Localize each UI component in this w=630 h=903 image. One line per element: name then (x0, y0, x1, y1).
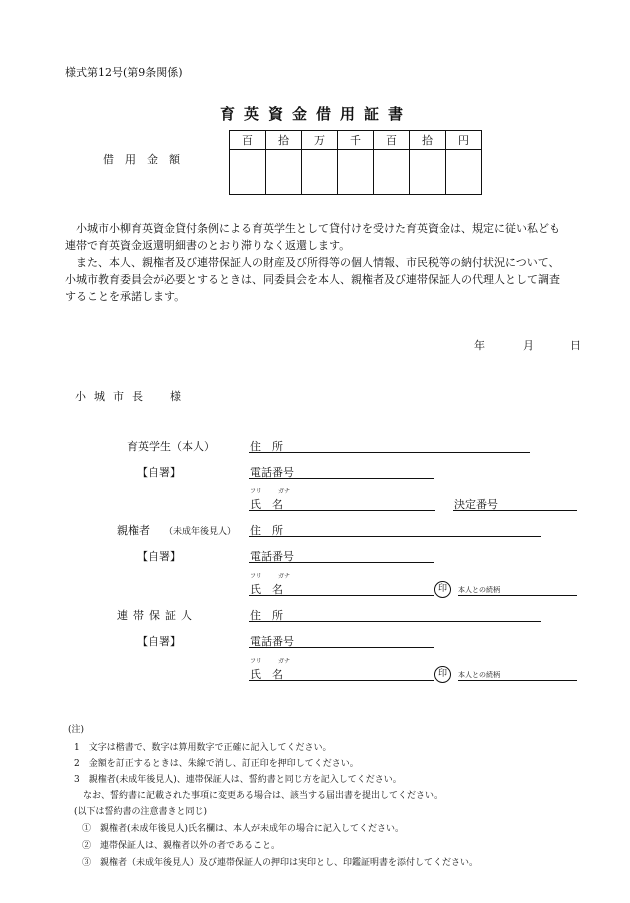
student-phone-field[interactable] (249, 478, 434, 479)
student-jisho-label: 【自署】 (137, 466, 181, 479)
guardian-relation-label: 本人との続柄 (458, 586, 500, 594)
student-address-field[interactable] (249, 452, 530, 453)
loan-amount-label: 借用金額 (103, 153, 191, 166)
student-furigana-label: ガナ (278, 488, 291, 495)
guardian-role-note: （未成年後見人） (164, 527, 237, 537)
decision-number-label: 決定番号 (454, 498, 498, 511)
guarantor-address-label: 住 所 (250, 609, 283, 622)
amount-table (229, 130, 482, 195)
guarantor-relation-field[interactable] (458, 680, 577, 681)
document-title: 育英資金借用証書 (220, 105, 413, 123)
amount-col-header: 万 (302, 131, 338, 150)
amount-digit-field[interactable] (230, 150, 266, 195)
amount-col-header: 百 (230, 131, 266, 150)
note-item: ② 連帯保証人は、親権者以外の者であること。 (82, 841, 281, 851)
statement-paragraph-1: 小城市小柳育英資金貸付条例による育英学生として貸付けを受けた育英資金は、規定に従い私ども連帯で育英資金返還明細書のとおり滞りなく返還します。 (65, 222, 560, 252)
student-role-label: 育英学生（本人） (127, 440, 215, 453)
statement-paragraph-2: また、本人、親権者及び連帯保証人の財産及び所得等の個人情報、市民税等の納付状況について、小城市教育委員会が必要とするときは、同委員会を本人、親権者及び連帯保証人の代理人として調査することを承諾します。 (65, 256, 560, 303)
amount-digit-field[interactable] (338, 150, 374, 195)
guardian-phone-field[interactable] (249, 562, 434, 563)
guardian-name-field[interactable] (249, 595, 434, 596)
guardian-relation-field[interactable] (458, 595, 577, 596)
note-item: 3 親権者(未成年後見人)、連帯保証人は、誓約書と同じ方を記入してください。 (74, 775, 402, 785)
note-item: ③ 親権者（未成年後見人）及び連帯保証人の押印は実印とし、印鑑証明書を添付してください。 (82, 858, 479, 868)
guardian-seal-mark: 印 (434, 581, 451, 598)
amount-col-header: 円 (446, 131, 482, 150)
amount-digit-field[interactable] (410, 150, 446, 195)
guarantor-seal-mark: 印 (434, 666, 451, 683)
guardian-address-label: 住 所 (250, 524, 283, 537)
note-item: ① 親権者(未成年後見人)氏名欄は、本人が未成年の場合に記入してください。 (82, 824, 405, 834)
student-phone-label: 電話番号 (250, 466, 294, 479)
guarantor-relation-label: 本人との続柄 (458, 671, 500, 679)
guardian-furigana-label: フリ (250, 573, 262, 580)
guardian-jisho-label: 【自署】 (137, 550, 181, 563)
notes-heading: (注) (68, 725, 85, 735)
guarantor-role-label: 連帯保証人 (117, 609, 197, 622)
guarantor-address-field[interactable] (249, 621, 541, 622)
amount-col-header: 拾 (410, 131, 446, 150)
amount-digit-field[interactable] (302, 150, 338, 195)
date-month-label: 月 (523, 339, 534, 352)
student-address-label: 住 所 (250, 440, 283, 453)
amount-col-header: 百 (374, 131, 410, 150)
guarantor-phone-field[interactable] (249, 647, 434, 648)
guarantor-name-label: 氏 名 (250, 668, 283, 681)
guarantor-furigana-label: フリ (250, 658, 262, 665)
guarantor-jisho-label: 【自署】 (137, 635, 181, 648)
note-item: 2 金額を訂正するときは、朱線で消し、訂正印を押印してください。 (74, 759, 359, 769)
guarantor-name-field[interactable] (249, 680, 434, 681)
guardian-role-label: 親権者 (117, 524, 150, 537)
note-item: 1 文字は楷書で、数字は算用数字で正確に記入してください。 (74, 743, 332, 753)
form-number: 様式第12号(第9条関係) (65, 66, 183, 79)
date-day-label: 日 (570, 339, 581, 352)
guarantor-furigana-label: ガナ (278, 658, 291, 665)
note-item: (以下は誓約書の注意書きと同じ) (74, 807, 208, 817)
amount-digit-field[interactable] (266, 150, 302, 195)
student-name-label: 氏 名 (250, 498, 283, 511)
guardian-furigana-label: ガナ (278, 573, 291, 580)
amount-digit-field[interactable] (446, 150, 482, 195)
decision-number-field[interactable] (453, 510, 577, 511)
student-name-field[interactable] (249, 510, 435, 511)
guardian-name-label: 氏 名 (250, 583, 283, 596)
guarantor-phone-label: 電話番号 (250, 635, 294, 648)
amount-digit-field[interactable] (374, 150, 410, 195)
amount-col-header: 拾 (266, 131, 302, 150)
date-year-label: 年 (474, 339, 485, 352)
addressee: 小城市長 様 (75, 390, 189, 403)
amount-col-header: 千 (338, 131, 374, 150)
note-item: なお、誓約書に記載された事項に変更ある場合は、該当する届出書を提出してください。 (74, 791, 444, 801)
guardian-address-field[interactable] (249, 536, 541, 537)
guardian-phone-label: 電話番号 (250, 550, 294, 563)
student-furigana-label: フリ (250, 488, 262, 495)
